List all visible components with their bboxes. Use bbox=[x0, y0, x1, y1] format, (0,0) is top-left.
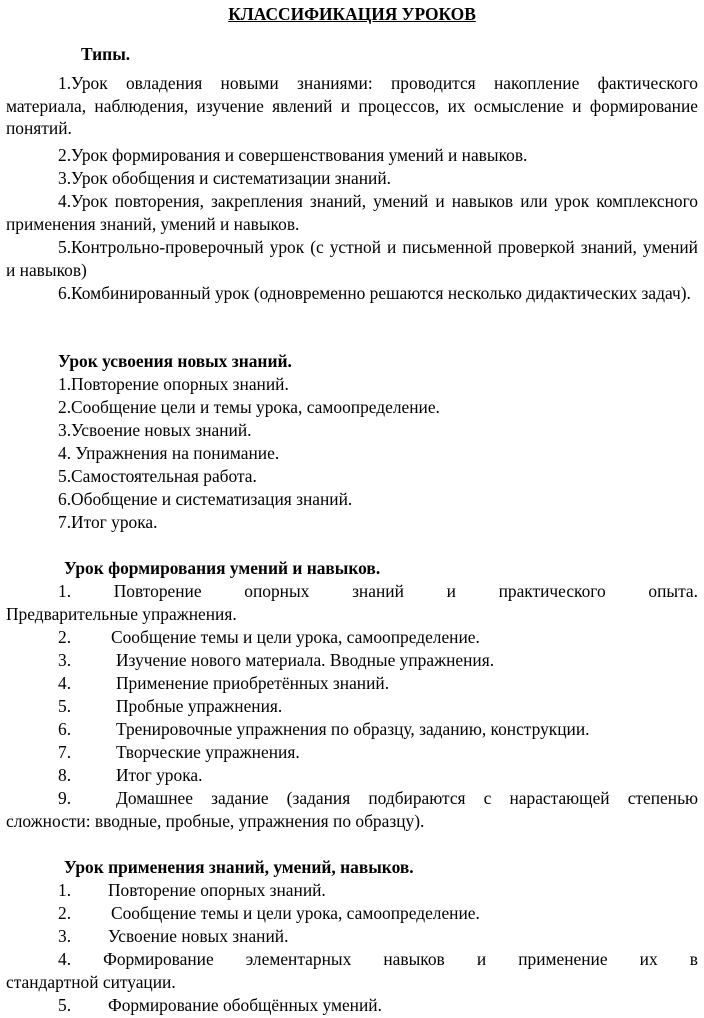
skills-item-1-w6: опыта. bbox=[648, 581, 698, 601]
skills-text-6: Тренировочные упражнения по образцу, заданию, конструкции. bbox=[116, 719, 590, 739]
skills-heading: Урок формирования умений и навыков. bbox=[64, 558, 381, 578]
page-title: КЛАССИФИКАЦИЯ УРОКОВ bbox=[228, 4, 476, 24]
new-knowledge-item: 7.Итог урока. bbox=[58, 512, 158, 532]
application-item-4-line bbox=[6, 948, 698, 971]
skills-text-2: Сообщение темы и цели урока, самоопределение. bbox=[111, 627, 480, 647]
application-num-3: 3. bbox=[58, 926, 72, 946]
skills-num-6: 6. bbox=[58, 719, 72, 739]
skills-text-7: Творческие упражнения. bbox=[116, 742, 300, 762]
skills-item-1-line bbox=[6, 580, 698, 603]
application-item-4-w6: их bbox=[639, 949, 658, 969]
skills-text-8: Итог урока. bbox=[116, 765, 203, 785]
skills-num-8: 8. bbox=[58, 765, 72, 785]
application-item-4-w7: в bbox=[689, 949, 698, 969]
application-text-1: Повторение опорных знаний. bbox=[108, 880, 326, 900]
application-item-4-w5: применение bbox=[518, 949, 608, 969]
application-item-4-w1: Формирование bbox=[103, 949, 214, 969]
skills-num-5: 5. bbox=[58, 696, 72, 716]
application-item-4-w3: навыков bbox=[383, 949, 445, 969]
new-knowledge-item: 2.Сообщение цели и темы урока, самоопределение. bbox=[58, 397, 440, 417]
types-item-5: 5.Контрольно-проверочный урок (с устной и письменной проверкой знаний, умений и навыков) bbox=[6, 237, 698, 280]
new-knowledge-item: 5.Самостоятельная работа. bbox=[58, 466, 257, 486]
skills-item-1-w4: и bbox=[446, 581, 456, 601]
types-item-1: 1.Урок овладения новыми знаниями: проводится накопление фактического материала, наблюдения, изучение явлений и процессов, их осмысление и формирование понятий. bbox=[6, 73, 698, 139]
skills-text-9: Домашнее задание (задания подбираются с нарастающей степенью сложности: вводные, пробные, упражнения по образцу). bbox=[6, 788, 698, 831]
types-heading: Типы. bbox=[81, 44, 131, 64]
application-text-3: Усвоение новых знаний. bbox=[108, 926, 289, 946]
skills-text-4: Применение приобретённых знаний. bbox=[116, 673, 390, 693]
skills-item-9 bbox=[6, 787, 698, 832]
new-knowledge-item: 3.Усвоение новых знаний. bbox=[58, 420, 252, 440]
application-item-4-w2: элементарных bbox=[245, 949, 352, 969]
application-num-1: 1. bbox=[58, 880, 72, 900]
application-heading: Урок применения знаний, умений, навыков. bbox=[64, 857, 414, 877]
skills-num-9: 9. bbox=[58, 788, 72, 808]
skills-num-2: 2. bbox=[58, 627, 72, 647]
new-knowledge-item: 4. Упражнения на понимание. bbox=[58, 443, 280, 463]
application-item-4-w4: и bbox=[476, 949, 487, 969]
application-item-4-line-2: стандартной ситуации. bbox=[6, 971, 176, 992]
application-item-4 bbox=[6, 948, 698, 993]
skills-num-3: 3. bbox=[58, 650, 72, 670]
types-item-2: 2.Урок формирования и совершенствования умений и навыков. bbox=[58, 145, 528, 165]
application-num-5: 5. bbox=[58, 995, 72, 1015]
skills-item-1 bbox=[6, 580, 698, 625]
types-item-6: 6.Комбинированный урок (одновременно решаются несколько дидактических задач). bbox=[58, 283, 691, 303]
skills-num-7: 7. bbox=[58, 742, 72, 762]
skills-item-1-w3: знаний bbox=[352, 581, 404, 601]
application-text-2: Сообщение темы и цели урока, самоопределение. bbox=[111, 903, 480, 923]
skills-item-1-w2: опорных bbox=[244, 581, 310, 601]
skills-text-3: Изучение нового материала. Вводные упражнения. bbox=[116, 650, 495, 670]
skills-item-1-w5: практического bbox=[498, 581, 606, 601]
skills-item-1-line-2: Предварительные упражнения. bbox=[6, 603, 237, 624]
new-knowledge-item: 1.Повторение опорных знаний. bbox=[58, 374, 289, 394]
new-knowledge-item: 6.Обобщение и систематизация знаний. bbox=[58, 489, 353, 509]
skills-item-1-w1: Повторение bbox=[113, 581, 202, 601]
application-text-5: Формирование обобщённых умений. bbox=[108, 995, 382, 1015]
application-num-4: 4. bbox=[58, 949, 72, 969]
application-num-2: 2. bbox=[58, 903, 72, 923]
skills-item-1-num: 1. bbox=[58, 581, 72, 601]
skills-text-5: Пробные упражнения. bbox=[116, 696, 283, 716]
new-knowledge-heading: Урок усвоения новых знаний. bbox=[58, 351, 292, 371]
types-item-3: 3.Урок обобщения и систематизации знаний. bbox=[58, 168, 391, 188]
types-item-4: 4.Урок повторения, закрепления знаний, умений и навыков или урок комплексного применения знаний, умений и навыков. bbox=[6, 191, 698, 234]
skills-num-4: 4. bbox=[58, 673, 72, 693]
